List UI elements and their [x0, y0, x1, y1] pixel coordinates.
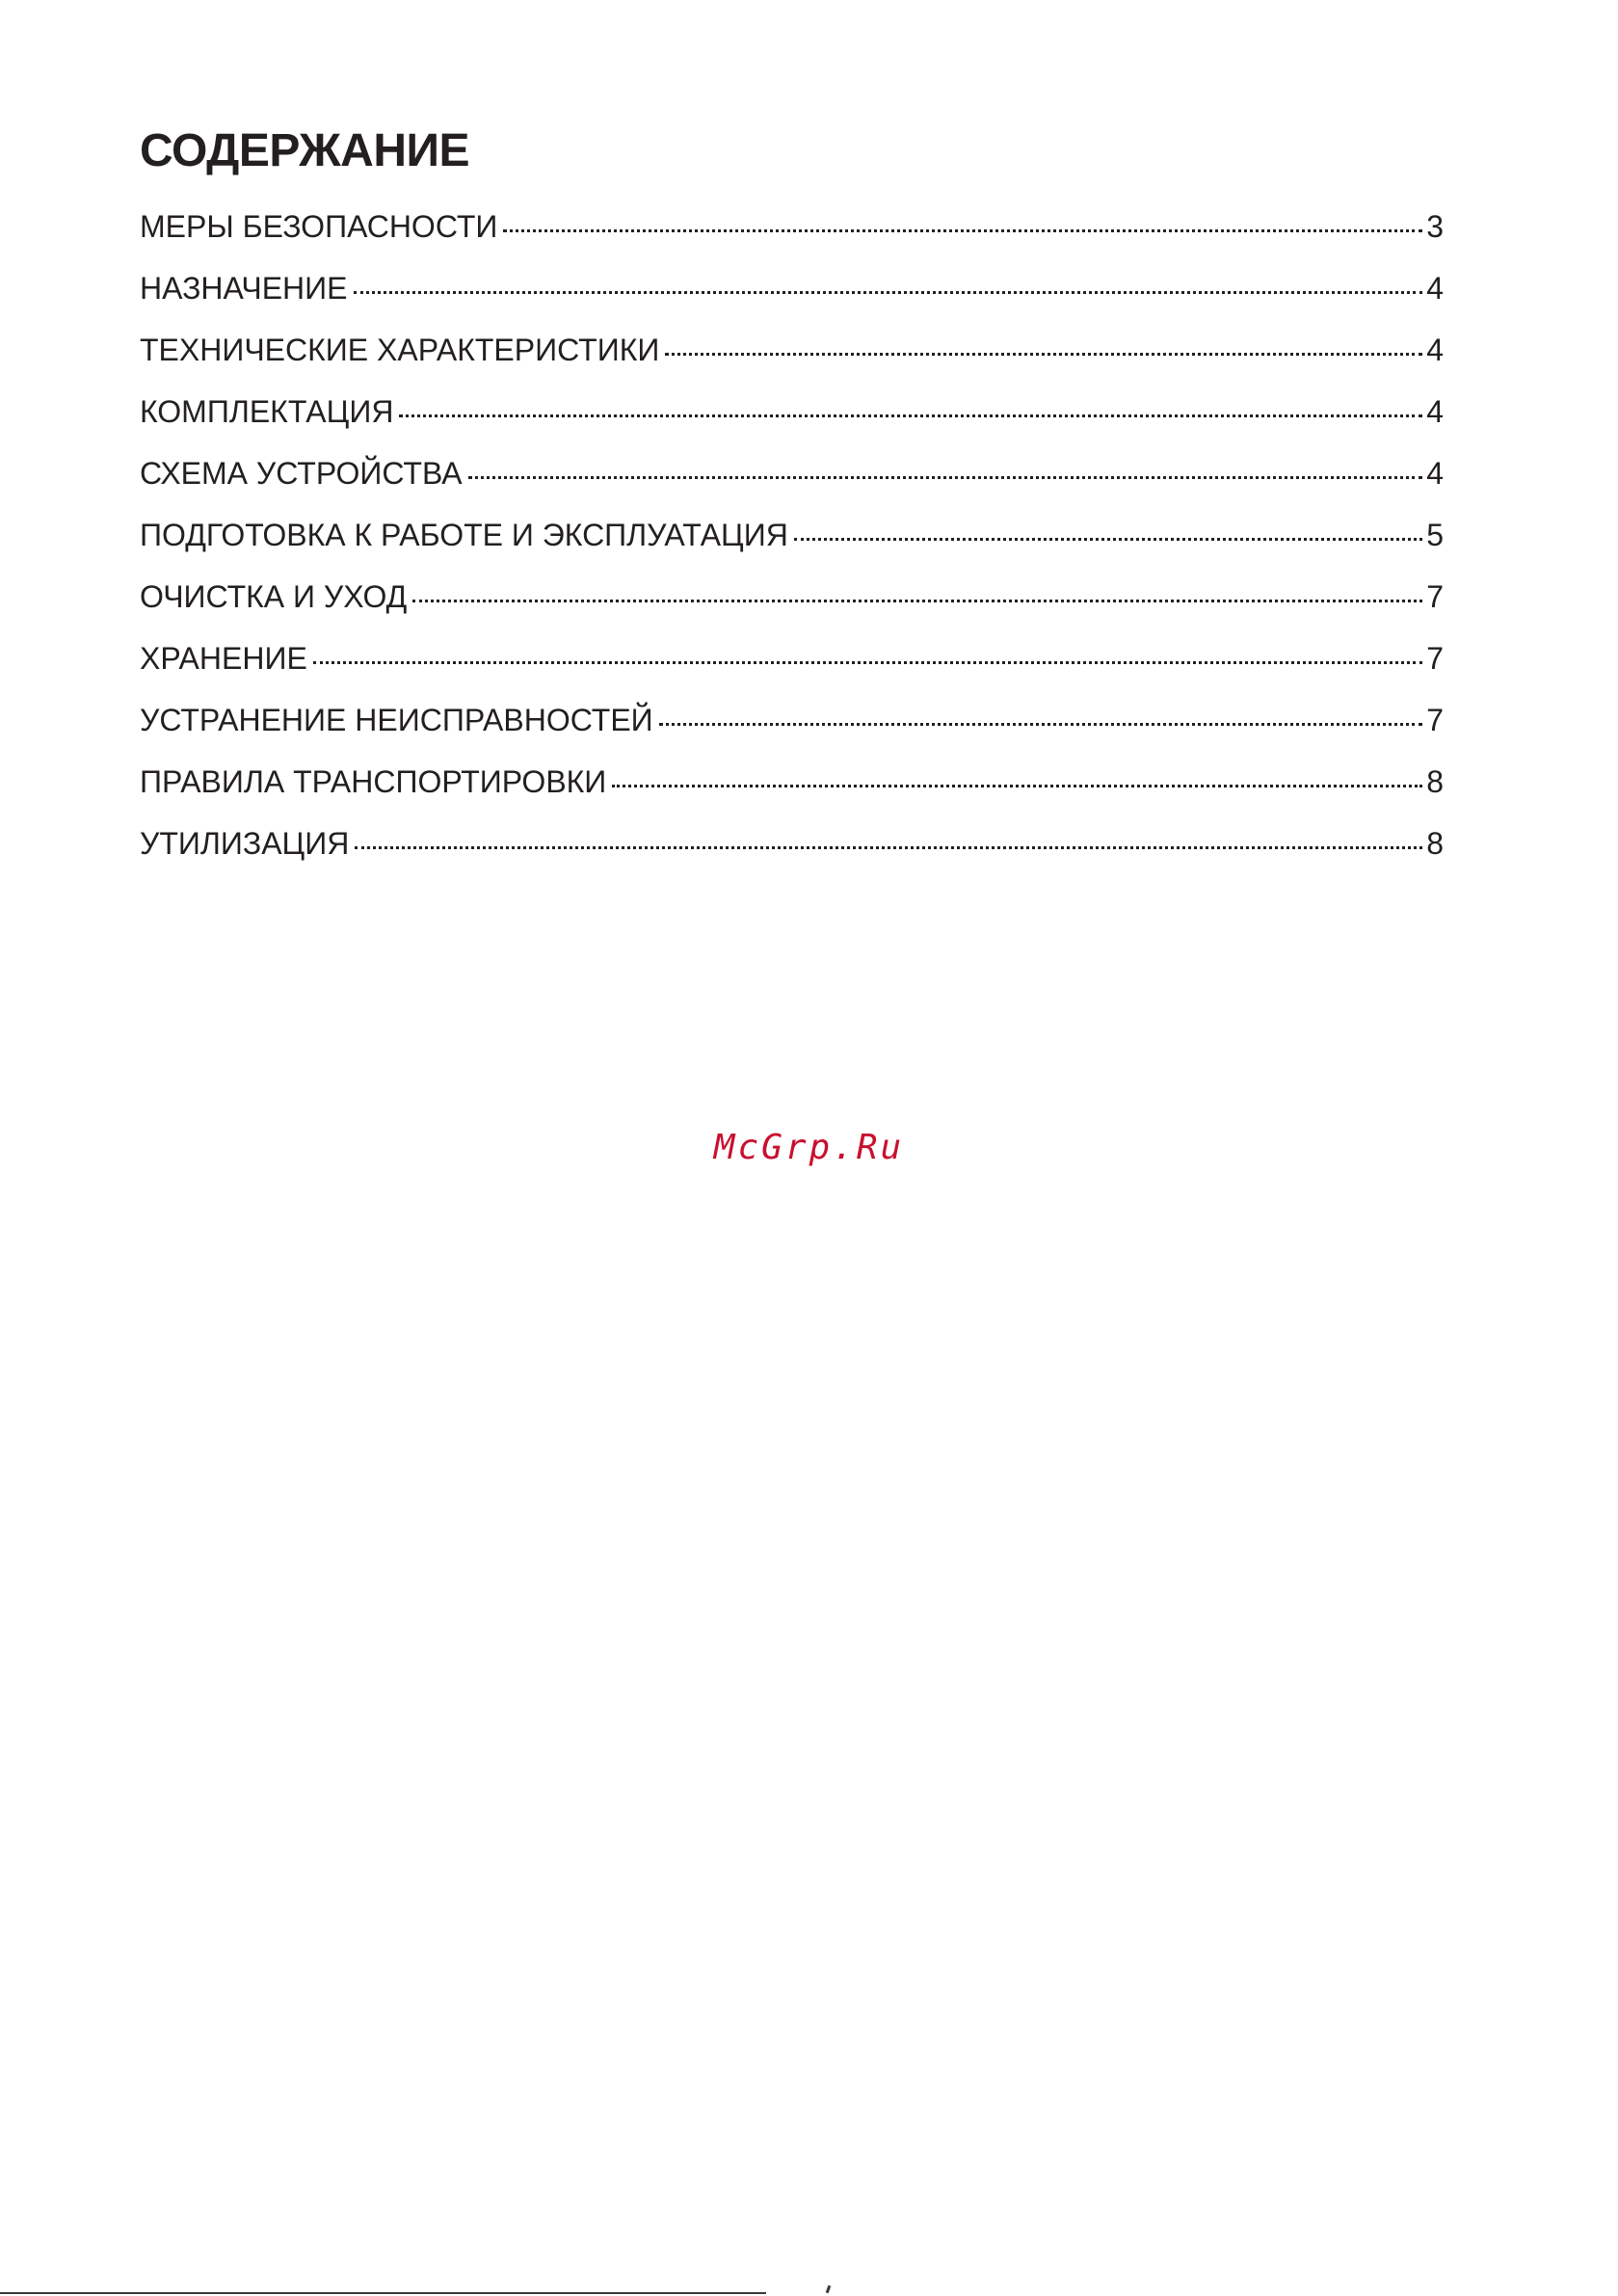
- toc-entry-label: МЕРЫ БЕЗОПАСНОСТИ: [140, 209, 498, 244]
- toc-entry-disposal[interactable]: [140, 822, 1444, 884]
- toc-entry-page-number: 3: [1426, 209, 1444, 244]
- toc-entry-page-number: 8: [1426, 826, 1444, 861]
- toc-entry-purpose[interactable]: [140, 267, 1444, 329]
- toc-dot-leader: [468, 476, 1422, 479]
- toc-entry-page-number: 7: [1426, 641, 1444, 676]
- toc-entry-label: УТИЛИЗАЦИЯ: [140, 826, 350, 861]
- toc-entry-label: СХЕМА УСТРОЙСТВА: [140, 456, 463, 491]
- toc-dot-leader: [612, 785, 1422, 788]
- toc-entry-package-contents[interactable]: [140, 390, 1444, 452]
- toc-entry-page-number: 7: [1426, 579, 1444, 614]
- toc-entry-cleaning[interactable]: [140, 575, 1444, 637]
- toc-dot-leader: [313, 661, 1422, 664]
- table-of-contents: [140, 205, 1444, 884]
- toc-entry-page-number: 4: [1426, 456, 1444, 491]
- toc-entry-page-number: 4: [1426, 333, 1444, 367]
- toc-entry-device-diagram[interactable]: [140, 452, 1444, 514]
- toc-dot-leader: [503, 229, 1422, 232]
- toc-dot-leader: [794, 538, 1422, 541]
- toc-entry-page-number: 4: [1426, 271, 1444, 306]
- toc-entry-troubleshooting[interactable]: [140, 699, 1444, 761]
- toc-entry-label: ПОДГОТОВКА К РАБОТЕ И ЭКСПЛУАТАЦИЯ: [140, 518, 788, 552]
- toc-entry-label: НАЗНАЧЕНИЕ: [140, 271, 348, 306]
- toc-dot-leader: [355, 846, 1422, 849]
- toc-entry-transportation[interactable]: [140, 761, 1444, 822]
- toc-entry-label: ТЕХНИЧЕСКИЕ ХАРАКТЕРИСТИКИ: [140, 333, 660, 367]
- toc-dot-leader: [399, 414, 1422, 417]
- toc-entry-page-number: 8: [1426, 764, 1444, 799]
- toc-entry-specifications[interactable]: [140, 329, 1444, 390]
- crop-mark: [826, 2285, 832, 2294]
- toc-entry-page-number: 4: [1426, 394, 1444, 429]
- toc-dot-leader: [659, 723, 1422, 726]
- toc-entry-page-number: 5: [1426, 518, 1444, 552]
- toc-entry-label: КОМПЛЕКТАЦИЯ: [140, 394, 394, 429]
- watermark-text: McGrp.Ru: [713, 1128, 905, 1167]
- toc-entry-operation[interactable]: [140, 514, 1444, 575]
- toc-entry-storage[interactable]: [140, 637, 1444, 699]
- toc-entry-label: УСТРАНЕНИЕ НЕИСПРАВНОСТЕЙ: [140, 703, 653, 737]
- toc-title: СОДЕРЖАНИЕ: [140, 125, 469, 176]
- toc-entry-label: ХРАНЕНИЕ: [140, 641, 307, 676]
- toc-entry-label: ОЧИСТКА И УХОД: [140, 579, 408, 614]
- toc-entry-safety[interactable]: [140, 205, 1444, 267]
- toc-entry-label: ПРАВИЛА ТРАНСПОРТИРОВКИ: [140, 764, 607, 799]
- toc-dot-leader: [354, 291, 1423, 294]
- toc-dot-leader: [412, 600, 1422, 602]
- bottom-divider: [0, 2292, 766, 2294]
- toc-entry-page-number: 7: [1426, 703, 1444, 737]
- toc-dot-leader: [665, 353, 1422, 356]
